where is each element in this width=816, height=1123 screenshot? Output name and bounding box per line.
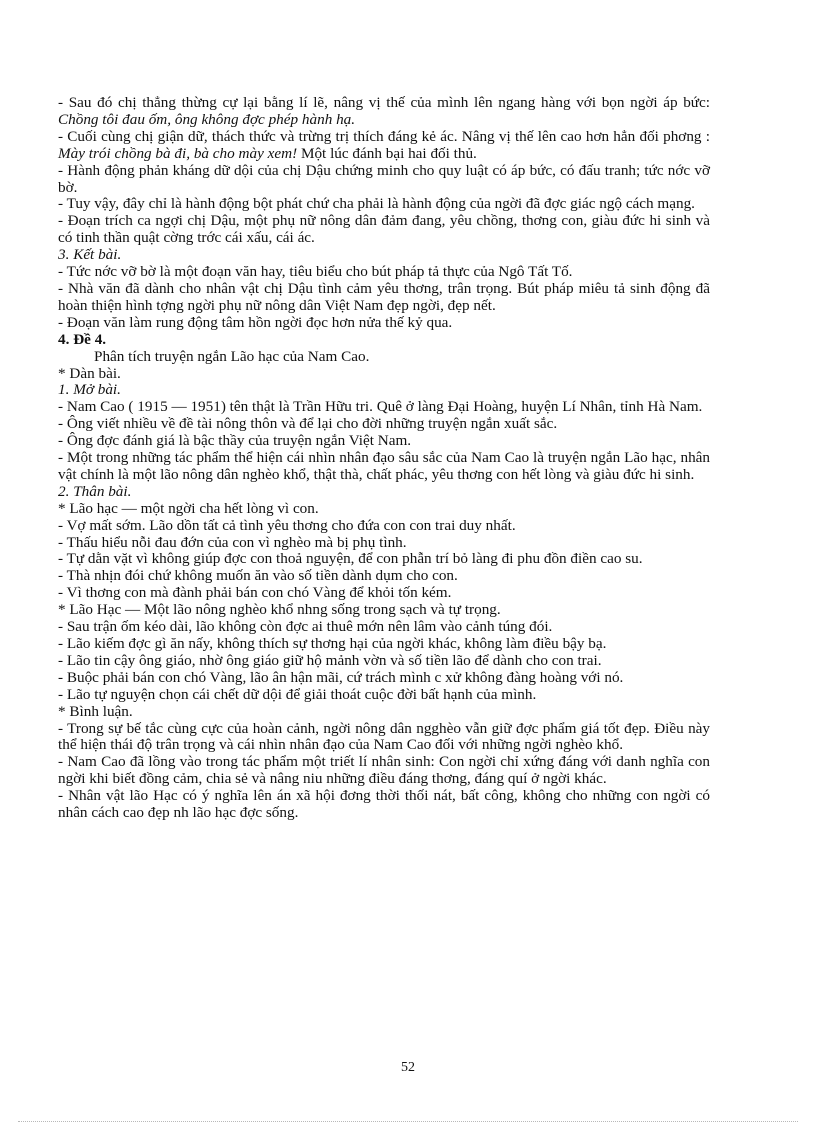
paragraph: - Vợ mất sớm. Lão dồn tất cả tình yêu thơng cho đứa con con trai duy nhất. [58, 516, 516, 534]
document-body [58, 95, 710, 822]
topic-prompt: Phân tích truyện ngắn Lão hạc của Nam Cao. [94, 347, 370, 365]
paragraph: - Nhà văn đã dành cho nhân vật chị Dậu tình cảm yêu thơng, trân trọng. Bút pháp miêu tả sinh động đã hoàn thiện hình tợng ngời phụ nữ nông dân Việt Nam đẹp ngời, đẹp nết. [58, 279, 710, 314]
paragraph: - Lão tin cậy ông giáo, nhờ ông giáo giữ hộ mảnh vờn và số tiền lão để dành cho con trai. [58, 651, 602, 669]
paragraph: - Thấu hiểu nỗi đau đớn của con vì nghèo mà bị phụ tình. [58, 533, 407, 551]
paragraph: - Một trong những tác phẩm thể hiện cái nhìn nhân đạo sâu sắc của Nam Cao là truyện ngắn Lão hạc, nhân vật chính là một lão nông dân nghèo khổ, thật thà, chất phác, yêu thơng con hết lòng và giàu đức hi sinh. [58, 449, 710, 483]
paragraph: * Lão hạc — một ngời cha hết lòng vì con. [58, 499, 319, 517]
paragraph: - Vì thơng con mà đành phải bán con chó Vàng để khỏi tốn kém. [58, 584, 452, 602]
paragraph: - Nam Cao đã lồng vào trong tác phẩm một triết lí nhân sinh: Con ngời chỉ xứng đáng với danh nghĩa con ngời khi biết đồng cảm, chia sẻ và nâng niu những điều đáng thơng, đáng quí ở ngời khác. [58, 753, 710, 788]
paragraph: - Ông viết nhiều về đề tài nông thôn và để lại cho đời những truyện ngắn xuất sắc. [58, 415, 558, 433]
paragraph: - Buộc phải bán con chó Vàng, lão ân hận mãi, cứ trách mình c xử không đàng hoàng với nó. [58, 668, 624, 686]
page-bottom-divider [18, 1121, 798, 1122]
paragraph: - Sau trận ốm kéo dài, lão không còn đợc ai thuê mớn nên lâm vào cảnh túng đói. [58, 618, 553, 636]
page-number: 52 [401, 1060, 415, 1075]
paragraph: - Cuối cùng chị giận dữ, thách thức và trừng trị thích đáng kẻ ác. Nâng vị thế lên cao hơn hẳn đối phơng : Mày trói chồng bà đi, bà cho mày xem! Một lúc đánh bại hai đối thủ. [58, 127, 710, 162]
paragraph: - Đoạn trích ca ngợi chị Dậu, một phụ nữ nông dân đảm đang, yêu chồng, thơng con, giàu đức hi sinh và có tinh thần quật cờng trớc cái xấu, cái ác. [58, 212, 710, 247]
paragraph: - Lão tự nguyện chọn cái chết dữ dội để giải thoát cuộc đời bất hạnh của mình. [58, 685, 537, 703]
paragraph: - Nam Cao ( 1915 — 1951) tên thật là Trần Hữu tri. Quê ở làng Đại Hoàng, huyện Lí Nhân, tỉnh Hà Nam. [58, 398, 703, 416]
paragraph: - Trong sự bế tắc cùng cực của hoàn cảnh, ngời nông dân ngghèo vẫn giữ đợc phẩm giá tốt đẹp. Điều này thể hiện thái độ trân trọng và cái nhìn nhân đạo của Nam Cao đối với những ngời nghèo khổ. [58, 719, 710, 754]
paragraph: * Lão Hạc — Một lão nông nghèo khổ nhng sống trong sạch và tự trọng. [58, 601, 501, 619]
paragraph: - Tự dằn vặt vì không giúp đợc con thoả nguyện, để con phẫn trí bỏ làng đi phu đồn điền cao su. [58, 550, 643, 568]
paragraph: - Sau đó chị thẳng thừng cự lại bằng lí lẽ, nâng vị thế của mình lên ngang hàng với bọn ngời áp bức: Chồng tôi đau ốm, ông không đợc phép hành hạ. [58, 94, 710, 128]
section-heading: 1. Mở bài. [58, 381, 121, 399]
paragraph: - Tuy vậy, đây chỉ là hành động bột phát chứ cha phải là hành động của ngời đã đợc giác ngộ cách mạng. [58, 195, 695, 213]
paragraph: - Đoạn văn làm rung động tâm hồn ngời đọc hơn nửa thế kỷ qua. [58, 313, 453, 331]
section-heading: 2. Thân bài. [58, 482, 132, 500]
paragraph: - Ông đợc đánh giá là bậc thầy của truyện ngắn Việt Nam. [58, 432, 412, 450]
paragraph: * Bình luận. [58, 702, 133, 720]
paragraph: - Tức nớc vỡ bờ là một đoạn văn hay, tiêu biểu cho bút pháp tả thực của Ngô Tất Tố. [58, 263, 573, 281]
section-heading: 3. Kết bài. [58, 246, 122, 264]
paragraph: - Thà nhịn đói chứ không muốn ăn vào số tiền dành dụm cho con. [58, 567, 458, 585]
paragraph: - Hành động phản kháng dữ dội của chị Dậu chứng minh cho quy luật có áp bức, có đấu tranh; tức nớc vỡ bờ. [58, 161, 710, 196]
paragraph: * Dàn bài. [58, 364, 121, 382]
paragraph: - Lão kiếm đợc gì ăn nấy, không thích sự thơng hại của ngời khác, không làm điều bậy bạ. [58, 635, 607, 652]
topic-heading: 4. Đề 4. [58, 330, 107, 348]
paragraph: - Nhân vật lão Hạc có ý nghĩa lên án xã hội đơng thời thối nát, bất công, không cho những con ngời có nhân cách cao đẹp nh lão hạc đợc sống. [58, 787, 710, 822]
